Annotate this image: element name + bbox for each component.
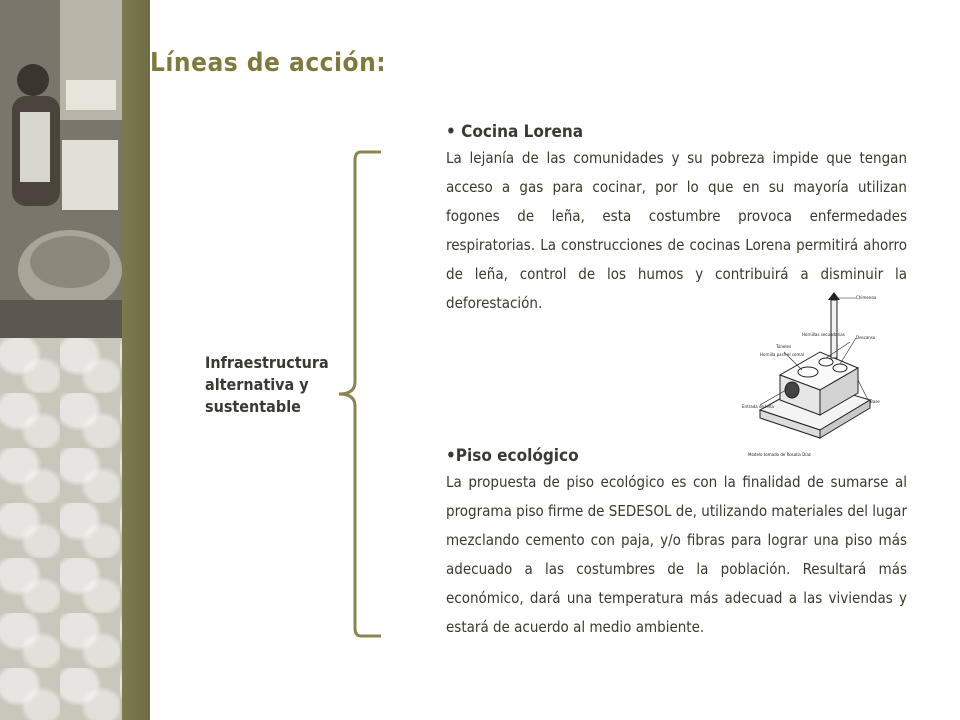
curly-bracket: [335, 150, 385, 640]
slide-title: Líneas de acción:: [150, 48, 387, 78]
lorena-stove-diagram: [740, 290, 910, 460]
section-cocina-lorena: [446, 122, 907, 318]
diagram-label-entry: Entrada de leña: [742, 404, 774, 409]
kitchen-photo: [0, 0, 122, 338]
diagram-label-base: Base: [870, 399, 880, 404]
diagram-label-damper: Descanso: [856, 335, 876, 340]
decorative-photo-strip: [0, 0, 150, 720]
diagram-label-main-burner: Hornilla para el comal: [760, 352, 804, 357]
section-heading: •Piso ecológico: [446, 446, 579, 466]
tile-floor-photo: [0, 338, 122, 720]
diagram-caption: Modelo tomado de Rosalía Díaz: [748, 452, 811, 457]
diagram-label-tunnels: Túneles: [776, 344, 792, 349]
diagram-label-burners: Hornillas secundarias: [802, 332, 845, 337]
section-piso-ecologico: [446, 446, 907, 642]
kitchen-photo-illustration: [0, 0, 122, 338]
category-label: Infraestructura alternativa y sustentable: [205, 353, 329, 416]
section-body: La lejanía de las comunidades y su pobreza impide que tengan acceso a gas para cocinar, por lo que en su mayoría utilizan fogones de leña, esta costumbre provoca enfermedades respiratorias. La construcciones de cocinas Lorena permitirá ahorro de leña, control de los humos y contribuirá a disminuir la deforestación.: [446, 149, 907, 312]
section-heading: • Cocina Lorena: [446, 122, 584, 142]
diagram-label-chimney: Chimenea: [856, 295, 877, 300]
olive-accent-bar: [122, 0, 150, 720]
section-body: La propuesta de piso ecológico es con la finalidad de sumarse al programa piso firme de SEDESOL de, utilizando materiales del lugar mezclando cemento con paja, y/o fibras para lograr una piso más adecuado a las costumbres de la población. Resultará más económico, dará una temperatura más adecuad a las viviendas y estará de acuerdo al medio ambiente.: [446, 473, 907, 636]
